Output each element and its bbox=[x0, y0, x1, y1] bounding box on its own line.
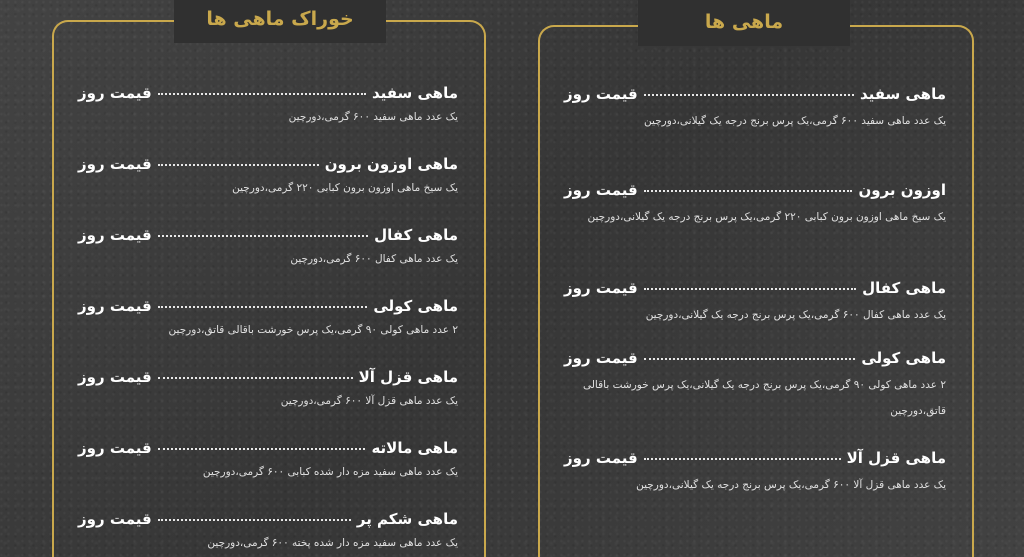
menu-item bbox=[78, 226, 458, 297]
dotted-leader bbox=[644, 94, 854, 96]
menu-item bbox=[78, 155, 458, 226]
dotted-leader bbox=[158, 448, 366, 450]
menu-item-description: یک عدد ماهی سفید مزه دار شده پخته ۶۰۰ گرمی،دورچین bbox=[207, 537, 458, 549]
fish-title: ماهی ها bbox=[644, 5, 844, 40]
menu-item-price: قیمت روز bbox=[564, 279, 638, 297]
menu-item-description: یک عدد ماهی سفید ۶۰۰ گرمی،دورچین bbox=[288, 111, 458, 123]
dotted-leader bbox=[158, 93, 366, 95]
menu-item-name: ماهی شکم پر bbox=[356, 510, 458, 528]
dotted-leader bbox=[158, 377, 353, 379]
menu-item-price: قیمت روز bbox=[78, 510, 152, 528]
menu-item-description: یک عدد ماهی قزل آلا ۶۰۰ گرمی،دورچین bbox=[280, 395, 458, 407]
menu-item bbox=[78, 84, 458, 155]
menu-item-name: ماهی مالاته bbox=[371, 439, 458, 457]
menu-item-price: قیمت روز bbox=[78, 439, 152, 457]
menu-item bbox=[564, 181, 946, 279]
menu-item-description: یک عدد ماهی کفال ۶۰۰ گرمی،یک پرس برنج درجه یک گیلانی،دورچین bbox=[645, 309, 946, 321]
menu-item-description: یک سیخ ماهی اوزون برون کبابی ۲۲۰ گرمی،یک پرس برنج درجه یک گیلانی،دورچین bbox=[587, 211, 946, 223]
menu-item-price: قیمت روز bbox=[78, 368, 152, 386]
menu-item-name: ماهی کولی bbox=[373, 297, 458, 315]
menu-item bbox=[564, 279, 946, 349]
dotted-leader bbox=[158, 306, 368, 308]
menu-item-name: ماهی اوزون برون bbox=[324, 155, 458, 173]
menu-item-description: ۲ عدد ماهی کولی ۹۰ گرمی،یک پرس خورشت باقالی قاتق،دورچین bbox=[168, 324, 458, 336]
dotted-leader bbox=[644, 190, 853, 192]
menu-item bbox=[78, 297, 458, 368]
menu-item-description: یک عدد ماهی کفال ۶۰۰ گرمی،دورچین bbox=[290, 253, 458, 265]
dotted-leader bbox=[158, 519, 351, 521]
menu-item-name: ماهی کولی bbox=[861, 349, 946, 367]
menu-item bbox=[78, 510, 458, 557]
menu-item-description: یک عدد ماهی سفید مزه دار شده کبابی ۶۰۰ گرمی،دورچین bbox=[202, 466, 458, 478]
menu-item-name: ماهی قزل آلا bbox=[846, 449, 946, 467]
fish-dishes-panel bbox=[52, 8, 486, 557]
dotted-leader bbox=[158, 164, 319, 166]
menu-item-description: یک عدد ماهی سفید ۶۰۰ گرمی،یک پرس برنج درجه یک گیلانی،دورچین bbox=[644, 115, 946, 127]
fish-dishes-title: خوراک ماهی ها bbox=[180, 2, 380, 37]
dotted-leader bbox=[644, 288, 856, 290]
dotted-leader bbox=[644, 358, 856, 360]
menu-item-price: قیمت روز bbox=[564, 449, 638, 467]
menu-item-price: قیمت روز bbox=[78, 297, 152, 315]
menu-item-name: ماهی کفال bbox=[374, 226, 458, 244]
menu-item bbox=[564, 349, 946, 449]
menu-item bbox=[564, 85, 946, 181]
menu-item-description: یک عدد ماهی قزل آلا ۶۰۰ گرمی،یک پرس برنج درجه یک گیلانی،دورچین bbox=[636, 479, 946, 491]
menu-item-name: ماهی سفید bbox=[859, 85, 946, 103]
menu-item-price: قیمت روز bbox=[564, 181, 638, 199]
dotted-leader bbox=[158, 235, 368, 237]
fish-list bbox=[564, 85, 946, 545]
menu-item-price: قیمت روز bbox=[564, 85, 638, 103]
menu-item-description: ۲ عدد ماهی کولی ۹۰ گرمی،یک پرس برنج درجه یک گیلانی،یک پرس خورشت باقالی قاتق،دورچین bbox=[582, 379, 946, 417]
menu-item bbox=[564, 449, 946, 545]
menu-item-price: قیمت روز bbox=[564, 349, 638, 367]
menu-item bbox=[78, 439, 458, 510]
menu-item-name: ماهی سفید bbox=[371, 84, 458, 102]
menu-item-name: ماهی کفال bbox=[862, 279, 946, 297]
menu-item-name: اوزون برون bbox=[858, 181, 946, 199]
menu-item-price: قیمت روز bbox=[78, 155, 152, 173]
fish-dishes-list bbox=[78, 84, 458, 557]
menu-item-description: یک سیخ ماهی اوزون برون کبابی ۲۲۰ گرمی،دورچین bbox=[232, 182, 458, 194]
menu-item-name: ماهی قزل آلا bbox=[358, 368, 458, 386]
menu-item bbox=[78, 368, 458, 439]
menu-item-price: قیمت روز bbox=[78, 84, 152, 102]
dotted-leader bbox=[644, 458, 841, 460]
fish-panel bbox=[538, 11, 974, 557]
menu-item-price: قیمت روز bbox=[78, 226, 152, 244]
